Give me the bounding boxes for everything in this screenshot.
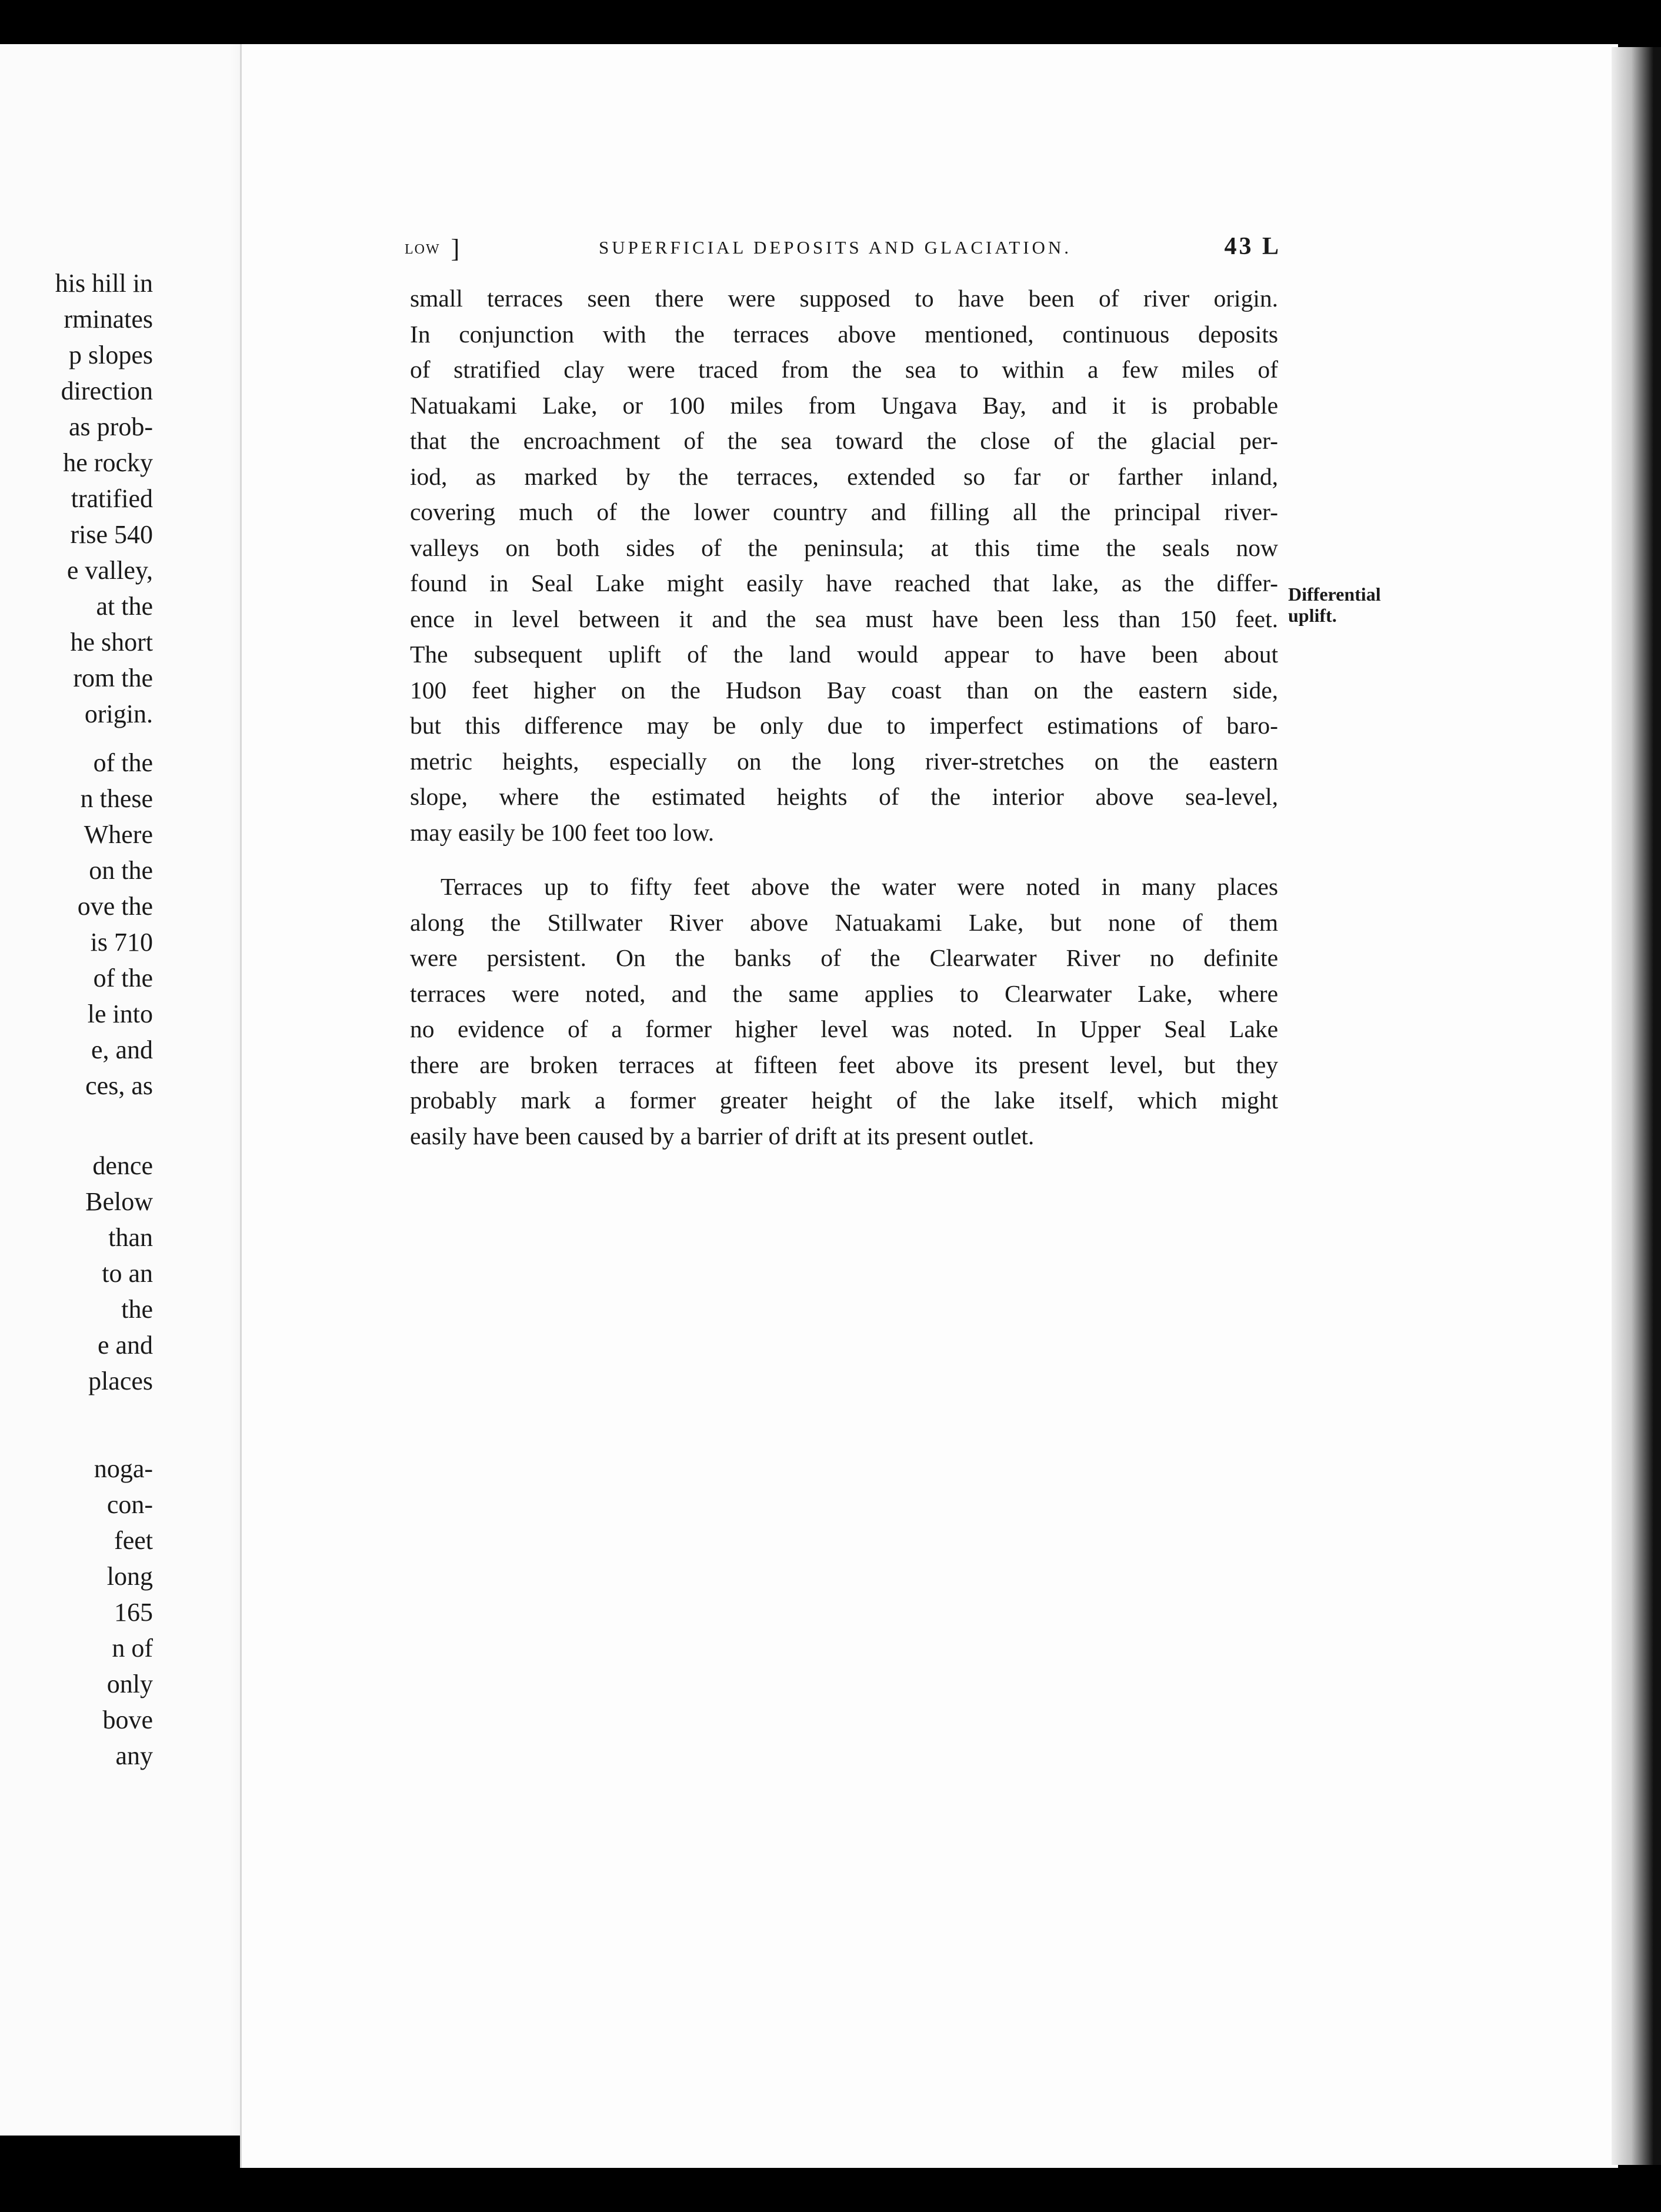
text-line: Natuakami Lake, or 100 miles from Ungava Bay, and it is probable: [410, 391, 1278, 419]
text-line: ence in level between it and the sea must have been less than 150 feet.: [410, 605, 1278, 632]
text-line: metric heights, especially on the long river-stretches on the eastern: [410, 747, 1278, 775]
text-line: found in Seal Lake might easily have reached that lake, as the differ-: [410, 569, 1278, 597]
text-line: covering much of the lower country and filling all the principal river-: [410, 498, 1278, 525]
text-line: but this difference may be only due to imperfect estimations of baro-: [410, 712, 1278, 739]
text-line: that the encroachment of the sea toward the close of the glacial per-: [410, 427, 1278, 454]
paragraph: [410, 869, 1278, 1154]
margin-note: [1288, 584, 1381, 626]
page-number: 43 L: [1224, 233, 1281, 260]
left-page: his hill in rminates p slopes direction as prob- he rocky tratified rise 540 e valley, at the he short rom the origin. of the n these Where on the ove the is 710 of the le into e, and ces, as dence Below than to an the e and places noga- con- feet long 165 n of only bove any: [0, 44, 271, 2136]
text-line: terraces were noted, and the same applies to Clearwater Lake, where: [410, 980, 1278, 1007]
text-line: there are broken terraces at fifteen feet above its present level, but they: [410, 1051, 1278, 1078]
body-text: [410, 281, 1278, 1154]
text-line: small terraces seen there were supposed to have been of river origin.: [410, 285, 1278, 312]
text-line: In conjunction with the terraces above mentioned, continuous deposits: [410, 320, 1278, 348]
text-line: 100 feet higher on the Hudson Bay coast than on the eastern side,: [410, 676, 1278, 704]
text-line: Terraces up to fifty feet above the water were noted in many places: [441, 873, 1278, 900]
text-line: slope, where the estimated heights of the interior above sea-level,: [410, 783, 1278, 810]
running-header: [405, 232, 1281, 262]
text-line: valleys on both sides of the peninsula; at this time the seals now: [410, 534, 1278, 561]
text-line: iod, as marked by the terraces, extended so far or farther inland,: [410, 462, 1278, 490]
page-edge: [1612, 47, 1661, 2165]
paragraph: [410, 281, 1278, 850]
text-line: of stratified clay were traced from the sea to within a few miles of: [410, 356, 1278, 383]
header-title: SUPERFICIAL DEPOSITS AND GLACIATION.: [599, 237, 1072, 258]
margin-note-line: uplift.: [1288, 605, 1337, 626]
text-line: easily have been caused by a barrier of drift at its present outlet.: [410, 1122, 1035, 1150]
text-line: along the Stillwater River above Natuakami Lake, but none of them: [410, 908, 1278, 936]
text-line: The subsequent uplift of the land would appear to have been about: [410, 641, 1278, 668]
text-line: no evidence of a former higher level was noted. In Upper Seal Lake: [410, 1015, 1278, 1042]
header-author: LOW ]: [405, 234, 461, 263]
text-line: probably mark a former greater height of the lake itself, which might: [410, 1087, 1278, 1114]
margin-note-line: Differential: [1288, 584, 1381, 605]
text-line: were persistent. On the banks of the Clearwater River no definite: [410, 944, 1278, 971]
text-line: may easily be 100 feet too low.: [410, 818, 715, 846]
